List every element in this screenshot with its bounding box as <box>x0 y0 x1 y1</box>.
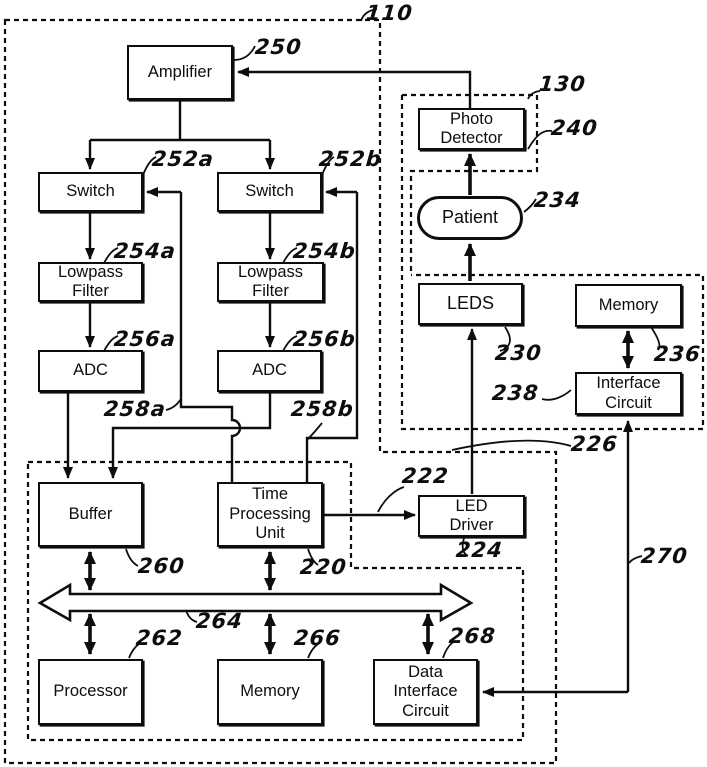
photo-detector-label: Photo Detector <box>440 109 503 147</box>
leader-238 <box>542 390 571 400</box>
photodetector-to-amplifier-line <box>238 72 470 108</box>
ref-252a: 252a <box>150 147 216 171</box>
ref-264: 264 <box>194 609 244 633</box>
ref-254b: 254b <box>291 239 357 263</box>
buffer-box <box>38 482 143 547</box>
ref-252b: 252b <box>317 147 383 171</box>
ref-236: 236 <box>652 342 702 366</box>
switch-a-control-line <box>181 192 240 482</box>
leds-label: LEDS <box>446 293 495 314</box>
leader-222 <box>378 487 404 512</box>
switch-b-label: Switch <box>245 182 294 201</box>
leader-260 <box>126 549 138 566</box>
processor-box <box>38 659 143 725</box>
ref-262: 262 <box>134 626 184 650</box>
amplifier-output-line <box>90 100 270 140</box>
interface-circuit-label: Interface Circuit <box>596 374 661 412</box>
adc-a-box <box>38 350 143 392</box>
data-interface-circuit-box <box>373 659 478 725</box>
lowpass-filter-a-label: Lowpass Filter <box>57 262 124 300</box>
led-driver-label: LED Driver <box>449 496 494 534</box>
ref-260: 260 <box>136 554 186 578</box>
ref-240: 240 <box>549 116 599 140</box>
leader-240 <box>528 131 552 149</box>
patient-label: Patient <box>441 207 499 228</box>
ref-266: 266 <box>292 626 342 650</box>
leader-250 <box>234 46 255 60</box>
leader-258a <box>166 399 181 410</box>
time-processing-unit-box <box>217 482 323 547</box>
ref-254a: 254a <box>112 239 178 263</box>
memory-box <box>217 659 323 725</box>
leds-box <box>418 283 523 325</box>
ref-256b: 256b <box>291 327 357 351</box>
processor-label: Processor <box>53 682 128 701</box>
led-driver-box <box>418 495 525 537</box>
ref-222: 222 <box>400 464 450 488</box>
leader-226 <box>452 441 571 450</box>
switch-b-box <box>217 172 322 212</box>
photo-detector-box <box>418 108 525 150</box>
ref-268: 268 <box>447 624 497 648</box>
ref-130: 130 <box>537 72 587 96</box>
interface-circuit-box <box>575 372 682 415</box>
ref-230: 230 <box>493 341 543 365</box>
ref-110: 110 <box>364 1 414 25</box>
amplifier-box <box>127 45 233 100</box>
buffer-label: Buffer <box>68 504 113 523</box>
ref-250: 250 <box>253 35 303 59</box>
ref-226: 226 <box>569 432 619 456</box>
ref-258b: 258b <box>289 397 355 421</box>
memory-label: Memory <box>240 682 300 701</box>
lowpass-filter-a-box <box>38 262 143 302</box>
ref-220: 220 <box>298 555 348 579</box>
sensor-memory-box <box>575 284 682 327</box>
patient-oval <box>417 196 523 240</box>
ref-224: 224 <box>454 538 504 562</box>
ref-238: 238 <box>490 381 540 405</box>
adc-b-label: ADC <box>252 361 287 380</box>
ref-256a: 256a <box>112 327 178 351</box>
time-processing-unit-label: Time Processing Unit <box>229 485 311 543</box>
ref-270: 270 <box>639 544 689 568</box>
ref-258a: 258a <box>102 397 168 421</box>
ref-234: 234 <box>532 188 582 212</box>
data-interface-circuit-label: Data Interface Circuit <box>393 662 458 720</box>
switch-a-box <box>38 172 143 212</box>
adc-b-box <box>217 350 322 392</box>
amplifier-label: Amplifier <box>147 62 213 81</box>
lowpass-filter-b-label: Lowpass Filter <box>237 262 304 300</box>
lowpass-filter-b-box <box>217 262 324 302</box>
sensor-memory-label: Memory <box>598 295 659 314</box>
switch-a-label: Switch <box>66 182 115 201</box>
system-bus-arrow <box>40 585 471 620</box>
adc-a-label: ADC <box>73 361 108 380</box>
